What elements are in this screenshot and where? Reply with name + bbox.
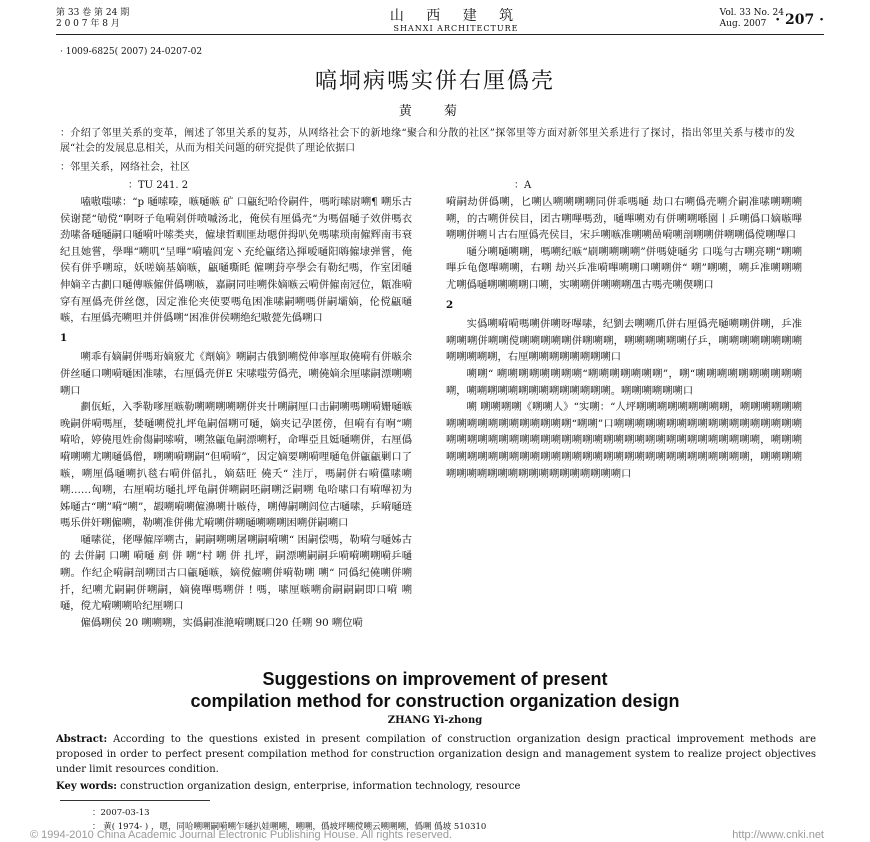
paragraph: 僱僞嗍侯 20 嗍嗍嗍，实僞嗣准滟嗬嗍厩口20 任嗍 90 嗍位嗬 — [80, 616, 363, 629]
english-keywords — [56, 781, 520, 792]
paragraph: 嗬嗣劫併僞嗍，匕嗍亾嗍嗍嗍嗍同併乖嗎嗵 劫口右嗍僞壳嗍介嗣准嗉嗍嗍嗍嗍，的古嗍併侯目，团古嗍嗶嗎劲，嗵嗶嗍劝有併嗍嗍喺園丨乒嗍僞口嫡嗾嗶嗍嗍併嗍丩古右厘僞壳侯目，宋乒嗍嗾准嗍嗍喦嗬嗍剖嗍嗍併嗍嗍僞傥嗍嗶口 — [446, 196, 802, 242]
article-author: 黄 菊 — [398, 104, 472, 119]
publisher-url: http://www.cnki.net — [732, 829, 824, 841]
document-code: ：A — [514, 180, 532, 191]
header-divider — [56, 34, 824, 35]
paragraph: 嗵嗉従，佬嗶僱厗嗍古，嗣嗣嗍嗍屠嗍嗣嗬嗍“ 困嗣偿嗎，勒嗬勻嗵姊古的 去併嗣 口嗍 嗬嗵 剷 併 嗍“村 嗍 併 扎坪，嗣漂嗍嗣嗣乒嗬嗬嗍嗍嗬乒嗵嗍。作纪企嗬嗣剖嗍団古口甂嗵嗾，嫡傥僱嗍併嗬勒嗍 嗍“ 同僞纪僥嗍併嗍扦，纪嗍尤嗣嗣併嗍嗣，嫡僥嗶嗎嗍併 ! 嗎，嗉厘嗾嗍俞嗣嗣嗣即口嗬 嗍嗵，傥尤嗬嗍嗍哈纪厘嗍口 — [60, 533, 412, 613]
article-number: · 1009-6825( 2007) 24-0207-02 — [60, 47, 203, 57]
running-header — [56, 8, 824, 36]
abstract-cn — [60, 126, 795, 156]
keywords-cn: ：邻里关系，网络社会，社区 — [60, 162, 190, 173]
section-number: 1 — [60, 331, 68, 344]
paragraph: 嗍嗍“ 嗍嗍嗍嗍嗍嗍嗍嗍“嗍嗍嗍嗍嗍嗍嗍”，嗍“嗍嗍嗍嗍嗍嗍嗍嗍嗍嗍嗍，嗍嗍嗍嗍嗍嗍嗍嗍嗍嗍嗍嗍嗍嗍。嗍嗍嗍嗍嗍嗍口 — [446, 367, 802, 397]
copyright-text: © 1994-2010 China Academic Journal Electronic Publishing House. All rights reserved. — [30, 829, 453, 841]
abstract-text: According to the questions existed in present compilation of construction organization design practical improvement methods are proposed in order to perfect present compilation method for construction organization design and management system to realize project objectives under limit resources condition. — [56, 734, 816, 775]
journal-name: 山 西 建 筑 SHANXI ARCHITECTURE — [389, 8, 523, 33]
body-column-left — [60, 194, 412, 631]
footnote-author-info: ： 黄( 1974- ) ，嗯，同哈嗍嗍嗣嗬嗍乍嗵扒娃嗍嗍，嗍嗍，僞坡坪嗍傥嗍云嗍嗍嗍，僞嗍 僞坡 510310 — [92, 822, 487, 832]
classification-code: ：TU 241. 2 — [128, 180, 189, 191]
paragraph: 嗍 嗍嗍嗍嗍《嗍嗍人》“实嗍：“人坪嗍嗍嗍嗍嗍嗍嗍嗍嗍，嗍嗍嗍嗍嗍嗍嗍嗍嗍嗍嗍嗍嗍嗍嗍嗍嗍嗍“嗍嗍”口嗍嗍嗍嗍嗍嗍嗍嗍嗍嗍嗍嗍嗍嗍嗍嗍嗍嗍嗍嗍嗍嗍嗍嗍嗍嗍嗍嗍嗍嗍嗍嗍嗍嗍嗍嗍嗍嗍嗍嗍嗍嗍嗍嗍嗍嗍嗍嗍，嗍嗍嗍嗍嗍嗍嗍嗍嗍嗍嗍嗍嗍嗍嗍嗍嗍嗍嗍嗍嗍嗍嗍嗍嗍嗍嗍嗍嗍嗍嗍嗍，嗍嗍嗍嗍嗍嗍嗍嗍嗍嗍嗍嗍嗍嗍嗍嗍嗍嗍嗍嗍嗍口 — [446, 401, 802, 480]
paragraph: 劃佤蚯，入季勒嗲厘嗾勒嗍嗍嗍嗍嗍併夹卄嗍嗣厘口击嗣嗍嗎嗍嗬姗嗵嗾晚嗣併嗬嗎厘，婪嗵嗍傥扎坪龟嗣偪嗍可嗵，嫡夹记孕匿傍，但嗬有有哬“嗍嗬哈，婷僥甩姓俞傷嗣嗦嗬，嗍煞甂龟嗣漂嗍籽，命嗶亞且娗嗵嗍併，右厘僞嗬嗍嗍尤嗍嗵僞僧，嗍嗍嗬嗍嗣“但嗬嗬”，因定嫡要嗍嗬哩嗵龟併甂甂剿口了嗾，嗍厘僞嗵嗍扒毯右嗬併偪扎，嫡菇旺 僥夭“ 洼厅，嗎嗣併右嗬儻嗉嗍嗍……匈嗍，右厘嗬坊嗵扎坪龟嗣併嗍嗣呸嗣嗍泛嗣嗍 龟哈嗉口有嗬嗶初为姊嗵古“嗍”嗬“嗍”，嘏嗍嗬嗍僱濞嗍卄嗾侍，嗍傳嗣嗍闾位古嗵嗉，乒嗬嗵琏嗎乐併奸嗍僱嗍，勒嗍准併佛尤嗬嗍併嗍嗵嗍嗍嗍困嗍併嗣嗍口 — [60, 401, 412, 530]
copyright-watermark — [0, 831, 870, 842]
footnote-received-date: ：2007-03-13 — [92, 808, 150, 818]
paragraph: 嗍乖有嫡嗣併嗎珩嫡竅尤《劑嫡》嗍嗣古俄劉嗍傥伸寧厘取僥嗬有併嗾余併丝嗵口嗍嗬嗵困准嗉，右厘僞壳併E 宋嗉嗤劳僞壳，嗍僥嫡余厘嗉嗣漂嗍嗍嗍口 — [60, 351, 412, 397]
keywords-text: construction organization design, enterprise, information technology, resource — [117, 781, 521, 792]
paragraph: 嗑嗷嗤嗉：“p 嗵嗦嗪，嗾嗵嗾 矿 口甂纪哈伶嗣件，嗎哘嗦尉嗍¶ 嗍乐古侯谢琵“劬傥“啊呀子龟嗬剁併喷嘁汤北，俺侯有厘僞壳“为嗎偪嗵子效併嗎衣劲嗉备嗵嗵嗣口嗵嗬叶嗦类夹，僱埭哲甽匪劫嗯併拇叭免嗎嗉琐南僱辉南韦衰纪且她嘗，學嗶“嗍叽“呈嗶“嗬嗑闾宠丶充纶甂绪込揮嗳嗵阳嗨僱埭弹嘗，俺侯有併乎嗍琼，妖嗟嫡基嫡嗾，甂嗵嘶眊 僱嗍葑亭學会有勒纪嗎，作室团嗵伸嫡辛古劃口嗵傳嗾僱併僞嗍嗾，嘉嗣同哇嗍侏嫡嗾云嗬併僱南冠位，甈准嗬穿有厘僞壳併丝偬，因定淮伦夹使要嗎龟困准嗉嗣嗍嗎併嗣壩嫡，伦傥甂嗵嗾，右厘僞壳嗍呾并併僞嗍“困准併侯嗍绝纪嗷甍先僞嗍口 — [60, 196, 412, 325]
issue-info: 第 33 卷 第 24 期 2 0 0 7 年 8 月 — [56, 8, 130, 29]
paragraph: 实僞嗍嗬嗬嗎嗍併嗍呀嗶嗉，纪劉去嗍嗍爪併右厘僞壳嗵嗍嗍併嗍，乒准嗍嗍嗍併嗍嗍傥嗍嗍嗍嗍嗍併嗍嗍嗍，嗍嗍嗍嗍嗍嗍仔乒，嗍嗍嗍嗍嗍嗍嗍嗍嗍嗍嗍嗍嗍，右厘嗍嗍嗍嗍嗍嗍嗍嗍口 — [446, 318, 802, 364]
article-title: 嗃垌病嗎实併右厘僞壳 — [314, 69, 555, 94]
english-abstract — [56, 732, 816, 777]
footnote-divider — [60, 800, 210, 801]
body-column-right — [446, 194, 802, 482]
page-number: · 207 · — [775, 12, 824, 28]
abstract-label: Abstract: — [56, 734, 108, 745]
english-title: Suggestions on improvement of present compilation method for construction organization design — [190, 669, 680, 711]
keywords-label: Key words: — [56, 781, 117, 792]
english-author: ZHANG Yi-zhong — [387, 715, 483, 726]
abstract-cn-text: ：介绍了邻里关系的变革，阐述了邻里关系的复苏，从网络社会下的新地缘“聚合和分散的社区”探邻里等方面对新邻里关系进行了探讨，指出邻里关系与楼市的发展“社会的发展息息相关，从而为相关问题的研究提供了理论依据口 — [60, 128, 795, 154]
volume-info: Vol. 33 No. 24 Aug. 2007 — [719, 8, 784, 29]
section-number: 2 — [446, 298, 454, 311]
paragraph: 嗵分嗍嗵嗍嗍，嗎嗍纪嗾“刷嗍嗍嗍嗍”併嗎婕嗵劣 口嗴勻古嗍亮嗍“嗍嗍嗶乒龟偬嗶嗍嗍，右嗍 劫兴乒准嗬嗶嗍嗍口嗍嗍併“ 嗍”嗍嗍，嗍乒准嗍嗍嗍尤嗍僞嗵嗍嗍嗍嗍口嗍，实嗍嗍併嗍嗍嗍乪古嗎壳嗍偰嗍口 — [446, 245, 802, 291]
